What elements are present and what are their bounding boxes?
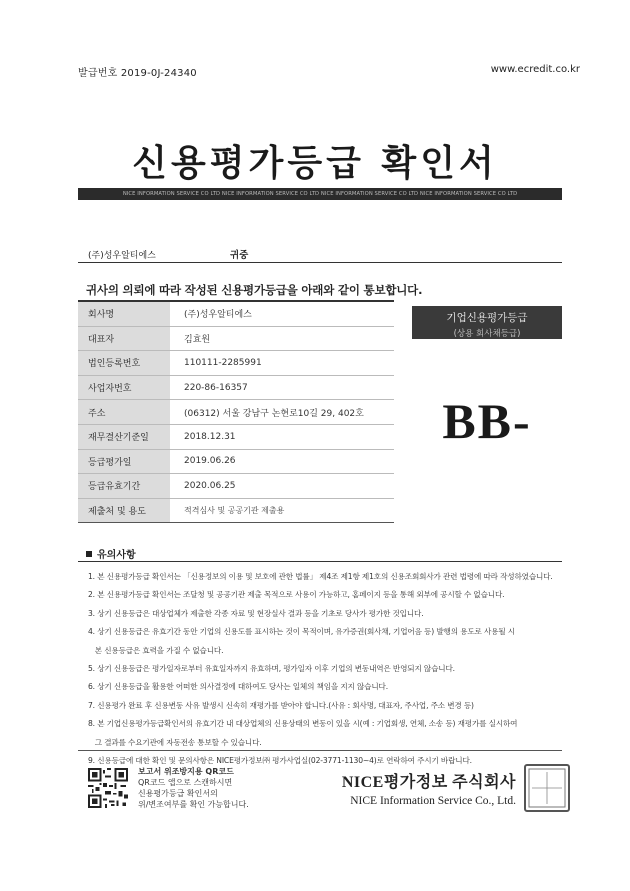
info-value: 220-86-16357: [170, 375, 394, 400]
issuer-company: [330, 769, 516, 807]
note-item: 1. 본 신용평가등급 확인서는 「신용정보의 이용 및 보호에 관한 법률」 제4조 제1항 제1호의 신용조회회사가 관련 법령에 따라 작성하였습니다.: [88, 572, 553, 581]
notes-title-text: 유의사항: [97, 550, 136, 561]
info-row: [78, 375, 394, 400]
banner-strip: NICE INFORMATION SERVICE CO LTD NICE INFORMATION SERVICE CO LTD NICE INFORMATION SERVICE CO LTD NICE INFORMATION SERVICE CO LTD: [78, 188, 562, 200]
recipient-suffix: 귀중: [230, 250, 249, 261]
info-row: [78, 351, 394, 376]
info-label: 회사명: [78, 301, 170, 326]
info-value: (주)성우알티에스: [170, 301, 394, 326]
info-value: 김효원: [170, 326, 394, 351]
info-label: 대표자: [78, 326, 170, 351]
info-value: 110111-2285991: [170, 351, 394, 376]
document-title: 신용평가등급 확인서: [132, 143, 498, 184]
qr-notice-line2: QR코드 앱으로 스캔하시면: [138, 778, 233, 787]
note-item: 2. 본 신용평가등급 확인서는 조달청 및 공공기관 제출 목적으로 사용이 가능하고, 홈페이지 등을 통해 외부에 공시할 수 없습니다.: [88, 590, 505, 600]
company-name-korean: NICE평가정보 주식회사: [341, 774, 516, 791]
grade-subheading: (상용 회사채등급): [453, 329, 521, 339]
note-item: 5. 상기 신용등급은 평가일자로부터 유효일자까지 유효하며, 평가일자 이후 기업의 변동내역은 반영되지 않습니다.: [88, 663, 455, 673]
grade-value: BB-: [442, 393, 532, 449]
website-url[interactable]: www.ecredit.co.kr: [490, 64, 580, 75]
info-label: 재무결산기준일: [78, 424, 170, 449]
note-item: 7. 신용평가 완료 후 신용변동 사유 발생시 신속히 재평가를 받아야 합니다.(사유 : 회사명, 대표자, 주사업, 주소 변경 등): [88, 700, 474, 710]
info-value: 적격심사 및 공공기관 제출용: [184, 506, 285, 516]
info-label: 등급평가일: [78, 449, 170, 474]
company-info-table: [78, 300, 394, 523]
issue-number: 발급번호 2019-0J-24340: [78, 68, 197, 79]
note-item: 그 결과를 수요기관에 자동전송 통보할 수 있습니다.: [88, 737, 262, 747]
notes-list: [88, 568, 568, 770]
note-item: 6. 상기 신용등급을 활용한 어떠한 의사결정에 대하여도 당사는 일체의 책임을 지지 않습니다.: [88, 682, 388, 692]
info-value: (06312) 서울 강남구 논현로10길 29, 402호: [170, 400, 394, 425]
company-seal-icon: [524, 764, 570, 812]
notes-title: [86, 546, 136, 561]
info-label: 법인등록번호: [78, 351, 170, 376]
info-row: [78, 400, 394, 425]
note-item: 8. 본 기업신용평가등급확인서의 유효기간 내 대상업체의 신용상태의 변동이 있을 시(예 : 기업회생, 연체, 소송 등) 재평가를 실시하여: [88, 719, 518, 729]
notes-bottom-divider: [78, 750, 562, 751]
square-bullet-icon: [86, 551, 92, 557]
info-label: 사업자번호: [78, 375, 170, 400]
intro-sentence: 귀사의 의뢰에 따라 작성된 신용평가등급을 아래와 같이 통보합니다.: [86, 283, 423, 297]
qr-notice-line1: 보고서 위조방지용 QR코드: [138, 767, 234, 776]
info-label: 주소: [78, 400, 170, 425]
notes-divider: [78, 561, 562, 562]
info-row: [78, 449, 394, 474]
qr-notice-line4: 위/변조여부를 확인 가능합니다.: [138, 800, 249, 809]
note-item: 3. 상기 신용등급은 대상업체가 제출한 각종 자료 및 현장실사 결과 등을 기초로 당사가 평가한 것입니다.: [88, 608, 424, 618]
info-row: [78, 474, 394, 499]
info-row: [78, 424, 394, 449]
grade-heading: 기업신용평가등급: [446, 312, 528, 324]
info-label: 등급유효기간: [78, 474, 170, 499]
recipient-name: (주)성우알티에스: [88, 251, 156, 261]
info-value: 2018.12.31: [170, 424, 394, 449]
info-label: 제출처 및 용도: [78, 498, 170, 523]
info-row: [78, 301, 394, 326]
info-value: 2020.06.25: [170, 474, 394, 499]
info-value: 2019.06.26: [170, 449, 394, 474]
note-item: 본 신용등급은 효력을 가질 수 없습니다.: [88, 645, 224, 655]
qr-notice: [138, 766, 249, 810]
company-name-english: NICE Information Service Co., Ltd.: [350, 795, 516, 807]
qr-code-icon[interactable]: [88, 768, 128, 808]
note-item: 4. 상기 신용등급은 유효기간 동안 기업의 신용도를 표시하는 것이 목적이며, 유가증권(회사채, 기업어음 등) 발행의 용도로 사용될 시: [88, 627, 515, 637]
info-row: [78, 326, 394, 351]
recipient-row: [78, 246, 562, 263]
note-item: 9. 신용등급에 대한 확인 및 문의사항은 NICE평가정보㈜ 평가사업실(02-3771-1130~4)로 연락하여 주시기 바랍니다.: [88, 755, 472, 765]
info-row: [78, 498, 394, 523]
grade-header: [412, 306, 562, 339]
qr-notice-line3: 신용평가등급 확인서의: [138, 789, 218, 798]
